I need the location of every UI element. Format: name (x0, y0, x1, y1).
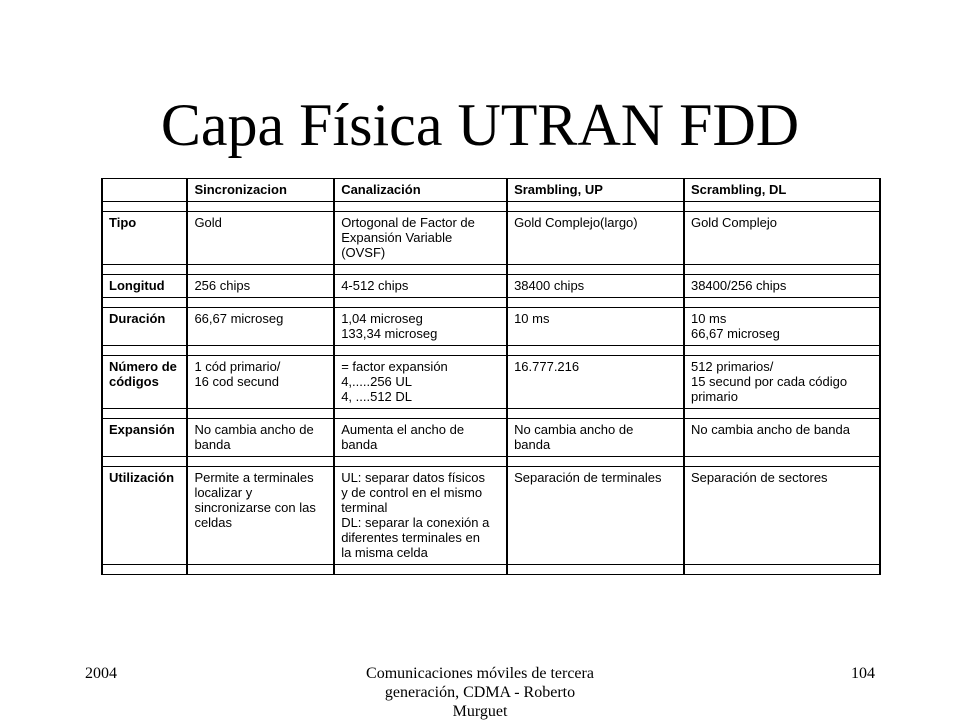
cell-line: banda (194, 437, 231, 452)
cell-line: No cambia ancho de banda (690, 422, 850, 437)
footer-course-title (330, 664, 630, 721)
cell-line: terminal (341, 500, 388, 515)
spacer-cell (684, 457, 880, 467)
cell-line: Ortogonal de Factor de (341, 215, 475, 230)
spacer-cell (507, 298, 684, 308)
table-row (102, 212, 880, 265)
spacer-cell (102, 409, 187, 419)
spacer-cell (334, 202, 507, 212)
cell-line: banda (341, 437, 378, 452)
cell-line: 66,67 microseg (690, 326, 780, 341)
spacer-row (102, 265, 880, 275)
cell-line: 256 chips (194, 278, 251, 293)
cell-line: 133,34 microseg (341, 326, 438, 341)
table-cell (684, 467, 880, 565)
table-cell (334, 275, 507, 298)
cell-line: Duración (109, 311, 166, 326)
table-cell (507, 275, 684, 298)
column-header: Scrambling, DL (684, 179, 880, 202)
spacer-cell (507, 265, 684, 275)
row-header (102, 356, 187, 409)
cell-line: = factor expansión (341, 359, 448, 374)
table-cell (507, 467, 684, 565)
cell-line: Permite a terminales (194, 470, 314, 485)
spacer-cell (187, 202, 334, 212)
spacer-cell (507, 346, 684, 356)
cell-line: diferentes terminales en (341, 530, 480, 545)
cell-line: 4, ....512 DL (341, 389, 413, 404)
spacer-row (102, 298, 880, 308)
spacer-cell (102, 457, 187, 467)
cell-line: Número de (109, 359, 177, 374)
cell-line: Utilización (109, 470, 175, 485)
table-cell (684, 308, 880, 346)
spacer-cell (507, 565, 684, 575)
spacer-cell (334, 457, 507, 467)
cell-line: 38400 chips (514, 278, 585, 293)
cell-line: sincronizarse con las (194, 500, 316, 515)
spacer-cell (507, 202, 684, 212)
spacer-cell (507, 409, 684, 419)
spacer-cell (334, 565, 507, 575)
cell-line: la misma celda (341, 545, 428, 560)
column-header: Sincronizacion (187, 179, 334, 202)
spacer-row (102, 457, 880, 467)
cell-line: 1,04 microseg (341, 311, 423, 326)
spacer-cell (334, 409, 507, 419)
table-cell (507, 419, 684, 457)
spacer-cell (684, 565, 880, 575)
spacer-cell (187, 298, 334, 308)
cell-line: Gold Complejo(largo) (514, 215, 638, 230)
table-cell (187, 275, 334, 298)
slide-title: Capa Física UTRAN FDD (160, 92, 800, 158)
table-row (102, 419, 880, 457)
cell-line: y de control en el mismo (341, 485, 483, 500)
spacer-cell (187, 409, 334, 419)
spacer-cell (334, 346, 507, 356)
table-cell (187, 308, 334, 346)
spacer-cell (102, 346, 187, 356)
spacer-cell (684, 298, 880, 308)
header-row (102, 179, 880, 202)
footer-page-number: 104 (851, 665, 875, 682)
table-cell (334, 419, 507, 457)
table-cell (507, 212, 684, 265)
column-header: Canalización (334, 179, 507, 202)
table-cell (187, 212, 334, 265)
corner-cell (102, 179, 187, 202)
cell-line: Separación de sectores (690, 470, 828, 485)
table-cell (684, 419, 880, 457)
table-cell (334, 212, 507, 265)
spacer-row (102, 202, 880, 212)
cell-line: 1 cód primario/ (194, 359, 281, 374)
spacer-cell (187, 346, 334, 356)
cell-line: banda (514, 437, 551, 452)
cell-line: celdas (194, 515, 233, 530)
cell-line: 15 secund por cada código (690, 374, 848, 389)
cell-line: 10 ms (514, 311, 550, 326)
cell-line: DL: separar la conexión a (341, 515, 490, 530)
table-cell (507, 356, 684, 409)
footer-line: Comunicaciones móviles de tercera (366, 665, 594, 682)
spacer-cell (102, 565, 187, 575)
spacer-cell (102, 265, 187, 275)
spacer-cell (684, 346, 880, 356)
table-cell (334, 467, 507, 565)
table-cell (334, 308, 507, 346)
cell-line: 66,67 microseg (194, 311, 284, 326)
spacer-cell (334, 265, 507, 275)
row-header (102, 308, 187, 346)
cell-line: Tipo (109, 215, 137, 230)
cell-line: Separación de terminales (514, 470, 662, 485)
cell-line: Aumenta el ancho de (341, 422, 465, 437)
table-cell (684, 356, 880, 409)
spacer-cell (187, 565, 334, 575)
table-cell (187, 419, 334, 457)
cell-line: primario (690, 389, 738, 404)
footer-line: Murguet (452, 703, 508, 720)
cell-line: (OVSF) (341, 245, 386, 260)
cell-line: 16.777.216 (514, 359, 580, 374)
cell-line: 10 ms (690, 311, 727, 326)
table-cell (334, 356, 507, 409)
row-header (102, 212, 187, 265)
spacer-cell (334, 298, 507, 308)
row-header (102, 275, 187, 298)
cell-line: 512 primarios/ (690, 359, 774, 374)
cell-line: localizar y (194, 485, 253, 500)
spacer-cell (684, 202, 880, 212)
table-cell (684, 275, 880, 298)
cell-line: Expansión (109, 422, 175, 437)
cell-line: Gold (194, 215, 222, 230)
cell-line: Gold Complejo (690, 215, 777, 230)
table-cell (187, 467, 334, 565)
spacer-cell (684, 409, 880, 419)
spacer-cell (187, 457, 334, 467)
cell-line: 16 cod secund (194, 374, 280, 389)
row-header (102, 467, 187, 565)
table-cell (684, 212, 880, 265)
comparison-table (101, 178, 881, 575)
cell-line: 38400/256 chips (690, 278, 787, 293)
spacer-row (102, 565, 880, 575)
cell-line: Longitud (109, 278, 165, 293)
table-cell (187, 356, 334, 409)
row-header (102, 419, 187, 457)
footer-year: 2004 (85, 665, 117, 682)
cell-line: códigos (109, 374, 159, 389)
spacer-cell (684, 265, 880, 275)
spacer-cell (102, 202, 187, 212)
spacer-row (102, 346, 880, 356)
table-row (102, 275, 880, 298)
table-cell (507, 308, 684, 346)
cell-line: UL: separar datos físicos (341, 470, 485, 485)
column-header: Srambling, UP (507, 179, 684, 202)
table-row (102, 308, 880, 346)
footer-line: generación, CDMA - Roberto (384, 684, 576, 701)
spacer-row (102, 409, 880, 419)
cell-line: 4-512 chips (341, 278, 409, 293)
cell-line: No cambia ancho de (514, 422, 634, 437)
table-row (102, 467, 880, 565)
spacer-cell (187, 265, 334, 275)
cell-line: No cambia ancho de (194, 422, 314, 437)
cell-line: 4,.....256 UL (341, 374, 413, 389)
table-row (102, 356, 880, 409)
spacer-cell (102, 298, 187, 308)
cell-line: Expansión Variable (341, 230, 453, 245)
spacer-cell (507, 457, 684, 467)
